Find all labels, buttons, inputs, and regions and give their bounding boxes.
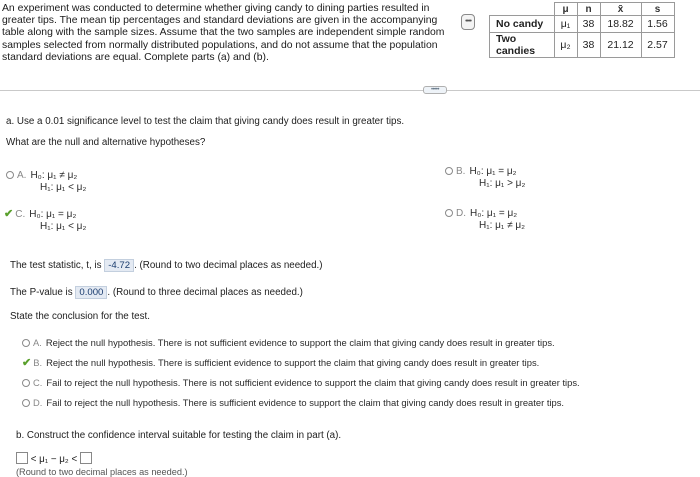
row-label: No candy: [490, 16, 555, 33]
alt-hypothesis: H₁: μ₁ < μ₂: [40, 182, 87, 193]
null-hypothesis: H₀: μ₁ = μ₂: [29, 209, 77, 220]
conclusion-options: [22, 333, 698, 413]
option-letter: C.: [15, 209, 26, 220]
radio-button[interactable]: [22, 399, 30, 407]
part-a-prompt: a. Use a 0.01 significance level to test the claim that giving candy does result in greater tips.: [6, 116, 405, 127]
option-text: Fail to reject the null hypothesis. There is not sufficient evidence to support the claim that giving candy does result in greater tips.: [46, 377, 580, 388]
expand-table-icon[interactable]: ••••: [461, 14, 475, 30]
row-label: Two candies: [490, 33, 555, 58]
table-cell: 18.82: [600, 16, 641, 33]
radio-button[interactable]: [22, 339, 30, 347]
option-text: Reject the null hypothesis. There is not sufficient evidence to support the claim that giving candy does result in greater tips.: [45, 337, 555, 348]
table-cell: 1.56: [641, 16, 674, 33]
checkmark-icon: ✔: [22, 357, 32, 369]
table-row: [490, 16, 675, 33]
section-divider: [0, 90, 700, 91]
test-statistic-answer[interactable]: -4.72: [104, 259, 134, 272]
conclusion-option-b[interactable]: [22, 353, 698, 373]
option-letter: D.: [456, 208, 466, 219]
conclusion-option-d[interactable]: [22, 393, 698, 413]
alt-hypothesis: H₁: μ₁ > μ₂: [479, 178, 526, 189]
intro-line: standard deviations are equal. Complete parts (a) and (b).: [2, 51, 269, 63]
table-header-cell: s: [641, 3, 674, 16]
option-letter: A.: [17, 170, 27, 181]
intro-line: table along with the sample sizes. Assume that the two samples are independent simple random: [2, 27, 445, 39]
upper-bound-input[interactable]: [80, 452, 92, 464]
p-value-label: The P-value is: [10, 287, 73, 298]
option-letter: A.: [33, 337, 42, 348]
table-cell: 21.12: [600, 33, 641, 58]
radio-button[interactable]: [22, 379, 30, 387]
option-text: Reject the null hypothesis. There is sufficient evidence to support the claim that giving candy does result in greater tips.: [46, 357, 540, 368]
p-value-line: [10, 286, 303, 299]
radio-button[interactable]: [6, 171, 14, 179]
p-value-answer[interactable]: 0.000: [75, 286, 107, 299]
lower-bound-input[interactable]: [16, 452, 28, 464]
radio-button[interactable]: [445, 209, 453, 217]
test-statistic-line: [10, 259, 323, 272]
option-text: Fail to reject the null hypothesis. There is sufficient evidence to support the claim that giving candy does result in greater tips.: [46, 397, 565, 408]
table-cell: μ₁: [554, 16, 577, 33]
table-header-row: [490, 3, 675, 16]
option-letter: B.: [33, 357, 43, 368]
null-hypothesis: H₀: μ₁ = μ₂: [469, 166, 517, 177]
null-hypothesis: H₀: μ₁ = μ₂: [470, 208, 518, 219]
table-header-cell: μ: [554, 3, 577, 16]
divider-handle[interactable]: •••••: [423, 86, 447, 94]
hypotheses-question: What are the null and alternative hypotheses?: [6, 137, 206, 148]
intro-line: An experiment was conducted to determine whether giving candy to dining parties resulted in: [2, 3, 430, 14]
confidence-interval-row: [16, 452, 92, 465]
table-cell: 38: [577, 16, 600, 33]
intro-line: samples selected from normally distributed populations, and do not assume that the population: [2, 39, 438, 51]
table-cell: 38: [577, 33, 600, 58]
hypothesis-option-d[interactable]: [445, 206, 525, 234]
null-hypothesis: H₀: μ₁ ≠ μ₂: [30, 170, 78, 181]
hypothesis-option-a[interactable]: [6, 168, 86, 196]
checkmark-icon: ✔: [4, 208, 14, 220]
part-b-prompt: b. Construct the confidence interval suitable for testing the claim in part (a).: [16, 430, 342, 441]
radio-button[interactable]: [445, 167, 453, 175]
conclusion-prompt: State the conclusion for the test.: [10, 311, 150, 322]
table-cell: μ₂: [554, 33, 577, 58]
table-cell: 2.57: [641, 33, 674, 58]
interval-expression: < μ₁ − μ₂ <: [30, 454, 78, 465]
intro-line: greater tips. The mean tip percentages and standard deviations are given in the accompanying: [2, 15, 438, 27]
table-header-cell: n: [577, 3, 600, 16]
alt-hypothesis: H₁: μ₁ ≠ μ₂: [479, 220, 525, 231]
option-letter: D.: [33, 397, 43, 408]
rounding-note: (Round to two decimal places as needed.): [16, 467, 188, 477]
hypothesis-option-c[interactable]: [4, 206, 86, 235]
conclusion-option-c[interactable]: [22, 373, 698, 393]
data-table: [489, 2, 675, 58]
table-header-cell: x̄: [600, 3, 641, 16]
table-row: [490, 33, 675, 58]
conclusion-option-a[interactable]: [22, 333, 698, 353]
table-header-cell: [490, 3, 555, 16]
rounding-note: . (Round to three decimal places as needed.): [107, 287, 303, 298]
option-letter: B.: [456, 166, 466, 177]
alt-hypothesis: H₁: μ₁ < μ₂: [40, 221, 87, 232]
hypothesis-option-b[interactable]: [445, 164, 525, 192]
rounding-note: . (Round to two decimal places as needed.): [134, 260, 323, 271]
test-statistic-label: The test statistic, t, is: [10, 260, 102, 271]
problem-statement: [2, 3, 457, 64]
option-letter: C.: [33, 377, 43, 388]
